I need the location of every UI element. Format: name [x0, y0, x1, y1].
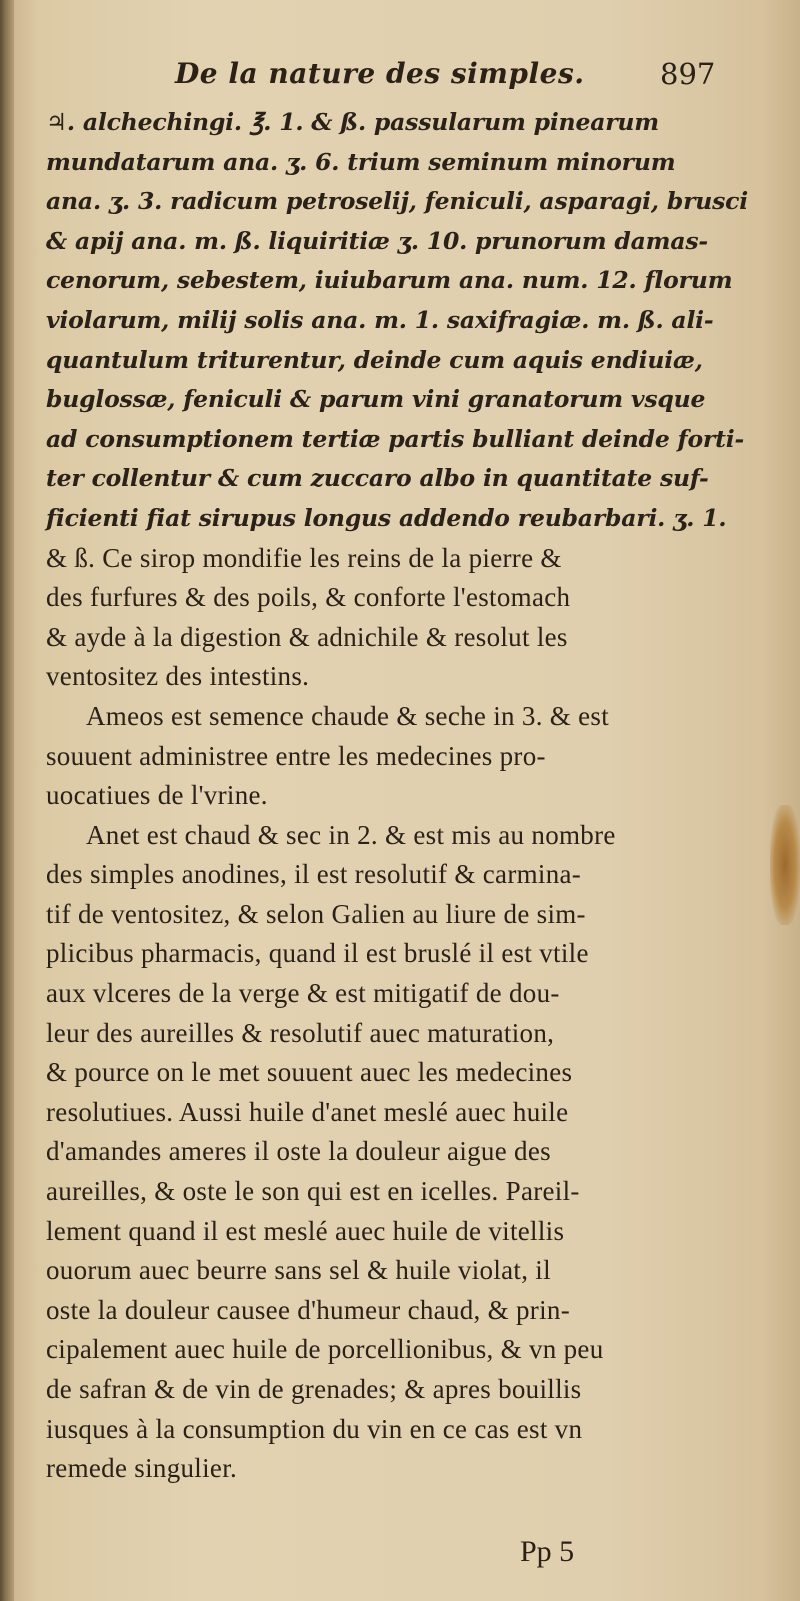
page-number: 897: [660, 57, 716, 91]
page-header: [0, 55, 800, 95]
text-line: mundatarum ana. ʒ. 6. trium seminum minorum: [46, 147, 676, 176]
text-line: d'amandes ameres il oste la douleur aigue des: [46, 1136, 551, 1167]
text-line: aux vlceres de la verge & est mitigatif de dou-: [46, 978, 560, 1009]
text-line: des simples anodines, il est resolutif & carmina-: [46, 859, 582, 890]
text-line: ana. ʒ. 3. radicum petroselij, feniculi, asparagi, brusci: [46, 187, 749, 216]
text-line: cipalement auec huile de porcellionibus, & vn peu: [46, 1334, 604, 1365]
text-line: des furfures & des poils, & conforte l'estomach: [46, 582, 571, 613]
text-line: Anet est chaud & sec in 2. & est mis au nombre: [86, 819, 616, 850]
text-line: ventositez des intestins.: [46, 661, 310, 692]
text-line: Ameos est semence chaude & seche in 3. & est: [86, 700, 610, 731]
text-line: uocatiues de l'vrine.: [46, 780, 268, 811]
text-line: & pource on le met souuent auec les medecines: [46, 1057, 573, 1088]
text-line: & ß. Ce sirop mondifie les reins de la pierre &: [46, 542, 562, 573]
text-body: [46, 103, 756, 1489]
text-line: quantulum triturentur, deinde cum aquis endiuiæ,: [46, 345, 703, 374]
text-line: souuent administree entre les medecines pro-: [46, 740, 546, 771]
text-line: remede singulier.: [46, 1453, 238, 1484]
text-line: & ayde à la digestion & adnichile & resolut les: [46, 621, 568, 652]
text-line: ad consumptionem tertiæ partis bulliant deinde forti-: [46, 424, 745, 453]
text-line: buglossæ, feniculi & parum vini granatorum vsque: [46, 385, 706, 414]
signature-mark: Pp 5: [520, 1535, 575, 1568]
text-line: cenorum, sebestem, iuiubarum ana. num. 12. florum: [46, 266, 733, 295]
text-line: ter collentur & cum zuccaro albo in quantitate suf-: [46, 464, 709, 493]
paper-stain: [770, 805, 800, 925]
text-line: ♃. alchechingi. ℥. 1. & ß. passularum pinearum: [46, 108, 659, 136]
running-title: De la nature des simples.: [175, 57, 585, 90]
text-line: aureilles, & oste le son qui est en icelles. Pareil-: [46, 1176, 580, 1207]
text-line: plicibus pharmacis, quand il est bruslé il est vtile: [46, 938, 589, 969]
text-line: violarum, milij solis ana. m. 1. saxifragiæ. m. ß. ali-: [46, 305, 714, 334]
text-line: oste la douleur causee d'humeur chaud, & prin-: [46, 1294, 570, 1325]
page-gutter: [0, 0, 14, 1601]
text-line: iusques à la consumption du vin en ce cas est vn: [46, 1413, 583, 1444]
text-line: ouorum auec beurre sans sel & huile violat, il: [46, 1255, 551, 1286]
text-line: leur des aureilles & resolutif auec maturation,: [46, 1017, 555, 1048]
text-line: lement quand il est meslé auec huile de vitellis: [46, 1215, 565, 1246]
text-line: & apij ana. m. ß. liquiritiæ ʒ. 10. prunorum damas-: [46, 226, 708, 255]
text-line: ficienti fiat sirupus longus addendo reubarbari. ʒ. 1.: [46, 503, 727, 532]
text-line: resolutiues. Aussi huile d'anet meslé auec huile: [46, 1096, 569, 1127]
text-line: tif de ventositez, & selon Galien au liure de sim-: [46, 898, 586, 929]
text-line: de safran & de vin de grenades; & apres bouillis: [46, 1374, 582, 1404]
